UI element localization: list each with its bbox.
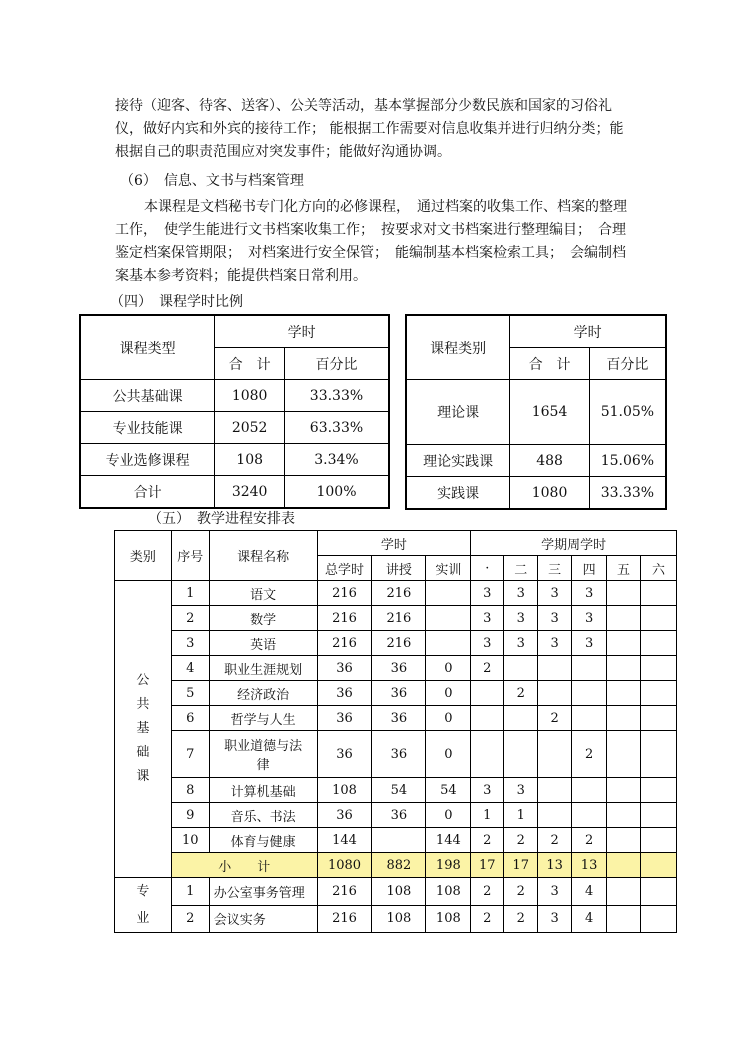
paragraph-reception: 接待（迎客、待客、送客）、公关等活动，基本掌握部分少数民族和国家的习俗礼仪，做好内宾和外宾的接待工作； 能根据工作需要对信息收集并进行归纳分类；能根据自己的职责范围应对突发事件；能做好沟通协调。 [115, 98, 624, 160]
table-cell: 合计 [80, 476, 215, 509]
table-cell: 计算机基础 [209, 778, 317, 803]
table-row [80, 476, 389, 509]
table-cell: 51.05% [589, 380, 666, 445]
table-cell: 216 [372, 581, 426, 606]
table-cell: 3 [504, 778, 538, 803]
header-total: 合 计 [215, 348, 285, 380]
table-cell: 3 [471, 581, 504, 606]
table-cell: 经济政治 [209, 681, 317, 706]
table-cell: 0 [426, 731, 471, 778]
table-cell: 100% [284, 476, 389, 509]
table-cell [471, 681, 504, 706]
section-heading-archives: （6） 信息、文书与档案管理 [120, 173, 304, 189]
table-cell: 1654 [510, 380, 589, 445]
header-category: 类别 [115, 531, 172, 581]
table-cell: 3 [171, 631, 209, 656]
header-percent: 百分比 [284, 348, 389, 380]
table-row [115, 631, 677, 656]
table-cell: 3 [538, 878, 572, 906]
table-cell: 1 [504, 803, 538, 828]
table-cell: 1 [471, 803, 504, 828]
category-public-basic: 公 共 基 础 课 [115, 581, 172, 878]
table-cell: 2 [471, 656, 504, 681]
table-cell: 2 [504, 878, 538, 906]
table-cell: 216 [317, 606, 372, 631]
table-cell: 7 [171, 731, 209, 778]
table-row [115, 731, 677, 778]
table-cell: 体育与健康 [209, 828, 317, 853]
table-cell: 3240 [215, 476, 285, 509]
header-lecture: 讲授 [372, 556, 426, 581]
table-cell: 专业选修课程 [80, 444, 215, 476]
table-cell: 63.33% [284, 412, 389, 444]
table-cell: 36 [372, 731, 426, 778]
table-cell: 216 [317, 878, 372, 906]
table-cell [538, 778, 572, 803]
table-cell [572, 803, 607, 828]
table-cell: 36 [317, 706, 372, 731]
table-cell: 54 [372, 778, 426, 803]
table-cell: 108 [426, 905, 471, 933]
table-cell: 哲学与人生 [209, 706, 317, 731]
teaching-schedule-table [114, 530, 677, 933]
table-cell: 488 [510, 445, 589, 477]
table-cell: 8 [171, 778, 209, 803]
paragraph-archives-course: 本课程是文档秘书专门化方向的必修课程， 通过档案的收集工作、档案的整理工作， 使学生能进行文书档案收集工作； 按要求对文书档案进行整理编目； 合理鉴定档案保管期限； 对档案进行安全保管； 能编制基本档案检索工具； 会编制档案基本参考资料；能提供档案日常利用。 [115, 199, 627, 284]
table-cell: 2 [471, 828, 504, 853]
table-cell: 3 [471, 778, 504, 803]
table-cell: 1080 [510, 477, 589, 510]
table-cell: 语文 [209, 581, 317, 606]
table-cell: 3 [572, 606, 607, 631]
table-cell: 4 [572, 878, 607, 906]
table-cell: 36 [317, 681, 372, 706]
table-cell [538, 656, 572, 681]
table-row [406, 477, 666, 510]
table-cell: 2 [538, 828, 572, 853]
header-hours: 学时 [317, 531, 471, 556]
header-course-category: 课程类别 [406, 315, 510, 380]
table-row [115, 581, 677, 606]
section-heading-teaching-schedule: （五） 教学进程安排表 [148, 511, 295, 527]
table-cell: 33.33% [589, 477, 666, 510]
table-cell: 1 [171, 878, 209, 906]
table-cell [372, 828, 426, 853]
table-cell: 36 [372, 681, 426, 706]
table-cell: 17 [504, 853, 538, 878]
table-row [115, 803, 677, 828]
table-cell: 108 [215, 444, 285, 476]
table-cell: 108 [372, 878, 426, 906]
table-cell: 13 [538, 853, 572, 878]
table-cell: 15.06% [589, 445, 666, 477]
table-cell: 0 [426, 656, 471, 681]
table-cell: 数学 [209, 606, 317, 631]
table-cell [538, 731, 572, 778]
header-term-1: · [471, 556, 504, 581]
table-row [406, 380, 666, 445]
table-cell: 216 [317, 631, 372, 656]
section-heading-hours-ratio: （四） 课程学时比例 [110, 294, 243, 310]
table-cell: 3 [504, 631, 538, 656]
table-row [115, 706, 677, 731]
table-cell: 3 [572, 631, 607, 656]
header-hours: 学时 [215, 315, 389, 348]
header-term-hours: 学期周学时 [471, 531, 677, 556]
table-cell: 36 [372, 656, 426, 681]
table-row [115, 905, 677, 933]
table-cell: 36 [317, 803, 372, 828]
table-cell: 17 [471, 853, 504, 878]
table-cell: 4 [572, 905, 607, 933]
table-cell: 216 [372, 606, 426, 631]
header-term-3: 三 [538, 556, 572, 581]
table-cell [504, 731, 538, 778]
hours-by-course-type-table [79, 314, 390, 509]
table-cell: 公共基础课 [80, 380, 215, 412]
table-cell: 2 [471, 905, 504, 933]
table-cell: 6 [171, 706, 209, 731]
category-major: 专 业 [115, 878, 172, 933]
table-cell [572, 656, 607, 681]
header-total-hours: 总学时 [317, 556, 372, 581]
table-cell: 2 [171, 905, 209, 933]
table-cell: 36 [317, 731, 372, 778]
table-cell: 2 [572, 731, 607, 778]
header-course-name: 课程名称 [209, 531, 317, 581]
header-percent: 百分比 [589, 348, 666, 380]
table-cell: 108 [317, 778, 372, 803]
header-seq: 序号 [171, 531, 209, 581]
table-cell: 1080 [317, 853, 372, 878]
header-total: 合 计 [510, 348, 589, 380]
table-cell: 216 [317, 905, 372, 933]
table-cell: 36 [317, 656, 372, 681]
table-row [115, 878, 677, 906]
table-cell: 音乐、书法 [209, 803, 317, 828]
table-cell [538, 803, 572, 828]
table-cell: 36 [372, 803, 426, 828]
table-cell: 108 [372, 905, 426, 933]
table-cell: 216 [372, 631, 426, 656]
header-course-type: 课程类型 [80, 315, 215, 380]
table-cell: 2 [538, 706, 572, 731]
table-row [80, 444, 389, 476]
table-cell: 1080 [215, 380, 285, 412]
table-cell: 4 [171, 656, 209, 681]
table-cell [572, 706, 607, 731]
table-cell: 144 [426, 828, 471, 853]
header-hours: 学时 [510, 315, 666, 348]
table-cell: 职业生涯规划 [209, 656, 317, 681]
table-row [115, 778, 677, 803]
table-cell: 3 [538, 905, 572, 933]
header-term-5: 五 [607, 556, 641, 581]
table-row [115, 828, 677, 853]
table-cell: 33.33% [284, 380, 389, 412]
table-cell [538, 681, 572, 706]
table-cell: 3 [471, 631, 504, 656]
table-cell: 2 [504, 681, 538, 706]
table-cell: 职业道德与法律 [209, 731, 317, 778]
table-cell [426, 606, 471, 631]
table-cell: 2 [572, 828, 607, 853]
table-cell: 0 [426, 803, 471, 828]
table-cell: 2 [504, 828, 538, 853]
table-cell: 2052 [215, 412, 285, 444]
table-cell: 2 [504, 905, 538, 933]
table-cell: 理论实践课 [406, 445, 510, 477]
table-cell: 198 [426, 853, 471, 878]
table-cell: 882 [372, 853, 426, 878]
table-row [115, 681, 677, 706]
subtotal-row [115, 853, 677, 878]
table-cell: 专业技能课 [80, 412, 215, 444]
table-cell: 2 [171, 606, 209, 631]
hours-by-course-category-table [405, 314, 667, 510]
table-row [115, 606, 677, 631]
table-cell: 办公室事务管理 [209, 878, 317, 906]
table-cell: 2 [471, 878, 504, 906]
table-cell: 0 [426, 681, 471, 706]
table-cell [471, 731, 504, 778]
table-cell: 3 [504, 606, 538, 631]
header-term-6: 六 [640, 556, 676, 581]
table-cell: 13 [572, 853, 607, 878]
table-cell [504, 706, 538, 731]
table-cell: 3 [572, 581, 607, 606]
table-row [115, 656, 677, 681]
table-cell: 3.34% [284, 444, 389, 476]
table-cell [426, 581, 471, 606]
table-cell: 10 [171, 828, 209, 853]
table-cell [426, 631, 471, 656]
table-cell: 108 [426, 878, 471, 906]
table-row [80, 380, 389, 412]
table-cell [572, 778, 607, 803]
header-term-4: 四 [572, 556, 607, 581]
table-cell [504, 656, 538, 681]
table-cell: 理论课 [406, 380, 510, 445]
table-cell: 实践课 [406, 477, 510, 510]
table-cell: 36 [372, 706, 426, 731]
table-cell: 英语 [209, 631, 317, 656]
table-cell: 1 [171, 581, 209, 606]
table-cell: 54 [426, 778, 471, 803]
table-cell [471, 706, 504, 731]
table-cell: 5 [171, 681, 209, 706]
table-cell: 0 [426, 706, 471, 731]
table-cell: 9 [171, 803, 209, 828]
table-cell: 144 [317, 828, 372, 853]
table-cell: 会议实务 [209, 905, 317, 933]
table-cell: 3 [538, 631, 572, 656]
table-cell [572, 681, 607, 706]
table-row [406, 445, 666, 477]
table-cell: 3 [538, 606, 572, 631]
table-cell: 3 [471, 606, 504, 631]
table-cell: 3 [504, 581, 538, 606]
subtotal-label: 小 计 [171, 853, 317, 878]
table-cell: 216 [317, 581, 372, 606]
header-term-2: 二 [504, 556, 538, 581]
table-row [80, 412, 389, 444]
table-cell: 3 [538, 581, 572, 606]
header-practice: 实训 [426, 556, 471, 581]
